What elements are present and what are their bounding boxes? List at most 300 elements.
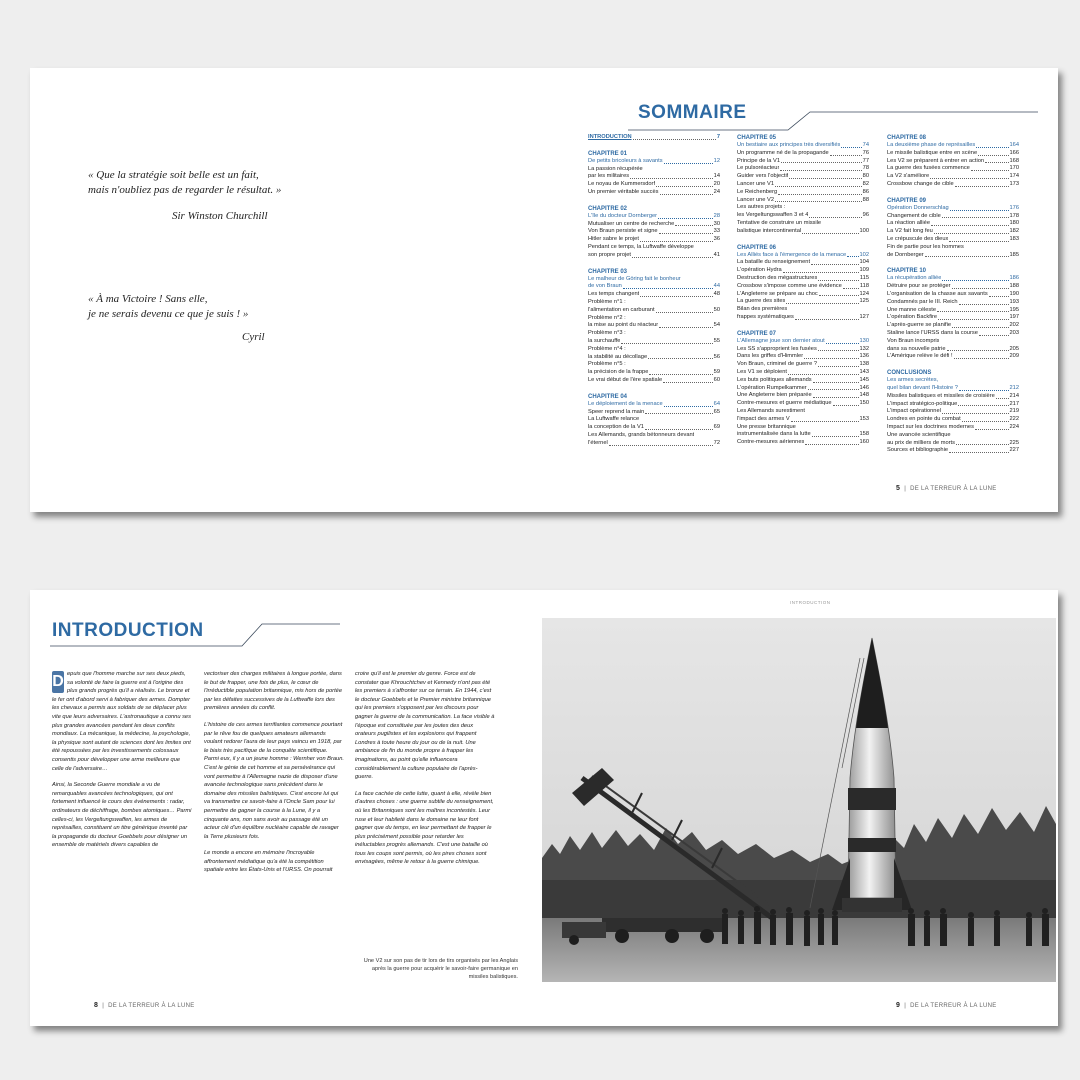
toc-entry-title: instrumentalisée dans la lutte (737, 431, 811, 438)
toc-entry-page: 158 (859, 431, 869, 438)
toc-entry-title: frappes systématiques (737, 313, 794, 320)
toc-entry-title: Les autres projets : (737, 204, 786, 211)
toc-leader-dots (791, 416, 859, 422)
toc-entry-title: L'après-guerre se planifie (887, 322, 952, 329)
toc-leader-dots (775, 181, 862, 187)
toc-entry (737, 338, 869, 346)
toc-entry-title: la surchauffe (588, 337, 621, 344)
sommaire-spread (30, 68, 1058, 512)
toc-entry-page: 72 (713, 439, 720, 446)
body-paragraph: vectoriser des charges militaires à longue portée, dans le but de frapper, une fois de plus, le cœur de l'irréductible population britannique, mis hors de portée par les défaites successives de la Luftwaffe lors des premières années du conflit. (204, 671, 342, 712)
toc-entry (588, 166, 720, 174)
toc-entry (737, 439, 869, 447)
toc-entry-title: La guerre des sites (737, 298, 786, 305)
toc-entry-title: Le crépuscule des dieux (887, 235, 949, 242)
toc-entry-page: 217 (1009, 400, 1019, 407)
toc-leader-dots (623, 283, 713, 289)
toc-entry-title: Contre-mesures et guerre médiatique (737, 400, 832, 407)
toc-leader-dots (952, 283, 1009, 289)
toc-entry (737, 377, 869, 385)
toc-entry (887, 377, 1019, 385)
toc-entry-title: L'opération Rumpelkammer (737, 384, 807, 391)
toc-leader-dots (930, 173, 1008, 179)
toc-leader-dots (952, 322, 1008, 328)
toc-entry (737, 314, 869, 322)
toc-entry (737, 197, 869, 205)
toc-entry-page: 132 (859, 345, 869, 352)
toc-entry-title: Mutualiser un centre de recherche (588, 220, 675, 227)
toc-entry-title: La bataille du renseignement (737, 259, 811, 266)
toc-entry-page: 20 (713, 181, 720, 188)
toc-leader-dots (996, 393, 1009, 399)
toc-leader-dots (818, 361, 859, 367)
toc-entry-page: 209 (1009, 353, 1019, 360)
toc-entry (887, 158, 1019, 166)
toc-entry-page: 64 (713, 400, 720, 407)
toc-leader-dots (841, 142, 861, 148)
toc-entry-title: Opération Donnerschlag (887, 204, 949, 211)
toc-entry (588, 416, 720, 424)
toc-entry-title: Bilan des premières (737, 306, 788, 313)
toc-entry-title: la mise au point du réacteur (588, 322, 659, 329)
toc-entry-page: 197 (1009, 314, 1019, 321)
toc-entry-page: 118 (859, 282, 869, 289)
toc-entry-title: son propre projet (588, 251, 631, 258)
toc-column-3 (887, 134, 1019, 455)
toc-entry-page: 186 (1009, 275, 1019, 282)
toc-entry-page: 30 (713, 220, 720, 227)
toc-entry-title: par les militaires (588, 173, 630, 180)
toc-leader-dots (812, 431, 859, 437)
toc-leader-dots (925, 252, 1009, 258)
toc-leader-dots (813, 377, 859, 383)
toc-leader-dots (937, 307, 1008, 313)
toc-entry (737, 431, 869, 439)
toc-entry (588, 173, 720, 181)
toc-entry-title: Tentative de construire un missile (737, 219, 822, 226)
toc-entry-title: Von Braun persiste et signe (588, 228, 658, 235)
toc-leader-dots (959, 299, 1009, 305)
toc-entry-title: Changement de cible (887, 212, 941, 219)
toc-entry-title: Staline lance l'URSS dans la course (887, 329, 978, 336)
toc-entry-page: 148 (859, 392, 869, 399)
toc-leader-dots (931, 220, 1008, 226)
toc-leader-dots (985, 158, 1008, 164)
toc-entry (588, 338, 720, 346)
toc-entry (887, 408, 1019, 416)
toc-entry-title: L'Amérique relève le défi ! (887, 353, 953, 360)
toc-entry-title: L'île du docteur Dornberger (588, 212, 658, 219)
toc-leader-dots (658, 213, 713, 219)
toc-entry-title: Principe de la V1 (737, 157, 780, 164)
toc-entry (588, 228, 720, 236)
toc-chapter-heading: CHAPITRE 05 (737, 135, 777, 141)
body-paragraph (52, 670, 192, 773)
toc-entry-title: balistique intercontinental (737, 227, 802, 234)
toc-entry (887, 150, 1019, 158)
toc-entry-title: Dans les griffes d'Himmler (737, 353, 804, 360)
page-number: 9 (896, 1002, 901, 1009)
toc-entry-title: Contre-mesures aériennes (737, 439, 805, 446)
toc-entry (588, 252, 720, 260)
toc-entry-title: Missiles balistiques et missiles de croisière (887, 392, 995, 399)
toc-entry (737, 259, 869, 267)
toc-entry-title: Les buts politiques allemands (737, 376, 812, 383)
toc-leader-dots (971, 165, 1009, 171)
toc-entry (737, 142, 869, 150)
toc-entry-page: 219 (1009, 408, 1019, 415)
toc-entry-page: 166 (1009, 149, 1019, 156)
toc-entry-title: L'impact opérationnel (887, 408, 941, 415)
toc-entry (588, 221, 720, 229)
toc-entry-page: 104 (859, 259, 869, 266)
toc-entry-title: L'impact stratégico-politique (887, 400, 958, 407)
toc-entry (887, 424, 1019, 432)
toc-leader-dots (975, 424, 1009, 430)
toc-entry (887, 244, 1019, 252)
v2-rocket-photo (542, 618, 1056, 982)
toc-entry (887, 213, 1019, 221)
toc-entry-page: 88 (862, 196, 869, 203)
toc-entry-page: 41 (713, 251, 720, 258)
toc-entry-title: Condamnés par le III. Reich (887, 298, 958, 305)
toc-leader-dots (789, 173, 861, 179)
toc-entry (737, 220, 869, 228)
toc-entry (588, 409, 720, 417)
quote-line: je ne serais devenu ce que je suis ! » (88, 308, 249, 320)
toc-entry-title: Hitler sabre le projet (588, 236, 639, 243)
toc-entry (588, 432, 720, 440)
toc-entry (887, 338, 1019, 346)
toc-entry-title: Crossbow s'impose comme une évidence (737, 282, 842, 289)
toc-entry-page: 222 (1009, 416, 1019, 423)
toc-entry-page: 65 (713, 408, 720, 415)
toc-leader-dots (809, 212, 861, 218)
toc-leader-dots (819, 291, 859, 297)
toc-entry-page: 176 (1009, 204, 1019, 211)
body-column-2 (204, 670, 344, 883)
toc-entry (737, 353, 869, 361)
toc-entry-title: Une avancée scientifique (887, 431, 951, 438)
toc-entry (737, 298, 869, 306)
toc-entry (737, 291, 869, 299)
toc-entry-page: 7 (716, 134, 720, 140)
toc-leader-dots (788, 369, 859, 375)
photo-caption: Une V2 sur son pas de tir lors de tirs organisés par les Anglais après la guerre pour acquérir le savoir-faire germanique en missiles balistiques. (363, 958, 518, 980)
toc-entry-title: Destruction des mégastructures (737, 274, 818, 281)
toc-leader-dots (656, 181, 713, 187)
toc-entry-title: Les V1 se déploient (737, 368, 787, 375)
toc-entry-title: Un bestiaire aux principes très diversifiés (737, 142, 841, 148)
toc-entry-page: 28 (713, 212, 720, 219)
toc-entry (887, 181, 1019, 189)
toc-leader-dots (805, 439, 858, 445)
toc-entry-title: les Vergeltungswaffen 3 et 4 (737, 212, 809, 219)
toc-leader-dots (843, 283, 859, 289)
toc-leader-dots (949, 236, 1008, 242)
toc-column-1 (588, 134, 720, 448)
toc-entry (737, 158, 869, 166)
toc-entry (588, 322, 720, 330)
toc-entry-page: 54 (713, 322, 720, 329)
toc-entry (887, 220, 1019, 228)
toc-leader-dots (942, 408, 1009, 414)
toc-entry-page: 212 (1009, 384, 1019, 391)
toc-entry-page: 69 (713, 424, 720, 431)
toc-leader-dots (632, 252, 713, 258)
toc-entry-page: 130 (859, 337, 869, 344)
toc-chapter-heading: CHAPITRE 08 (887, 135, 927, 141)
toc-entry-title: la précision de la frappe (588, 369, 649, 376)
toc-entry (588, 346, 720, 354)
toc-entry (887, 346, 1019, 354)
toc-entry-title: L'opération Hydra (737, 267, 782, 274)
toc-entry-page: 188 (1009, 283, 1019, 290)
toc-entry (588, 299, 720, 307)
toc-chapter-heading: CHAPITRE 07 (737, 330, 777, 337)
toc-entry-title: Problème n°5 : (588, 361, 626, 368)
toc-leader-dots (978, 150, 1008, 156)
toc-entry-page: 193 (1009, 298, 1019, 305)
page-title: SOMMAIRE (638, 102, 747, 123)
toc-entry-page: 115 (859, 274, 869, 281)
toc-entry-page: 190 (1009, 290, 1019, 297)
toc-entry-page: 227 (1009, 447, 1019, 454)
toc-leader-dots (804, 353, 858, 359)
toc-entry-title: La deuxième phase de représailles (887, 142, 976, 148)
toc-entry-page: 205 (1009, 345, 1019, 352)
toc-entry (737, 204, 869, 212)
toc-entry (887, 173, 1019, 181)
toc-entry-page: 150 (859, 400, 869, 407)
toc-entry (887, 307, 1019, 315)
toc-entry (737, 283, 869, 291)
page-footer: 5 | DE LA TERREUR À LA LUNE (896, 485, 997, 492)
toc-leader-dots (675, 221, 712, 227)
toc-entry-page: 170 (1009, 165, 1019, 172)
quote-dedication (88, 292, 248, 322)
quote-author: Cyril (242, 331, 265, 343)
toc-entry (737, 189, 869, 197)
toc-entry (737, 228, 869, 236)
toc-leader-dots (959, 385, 1009, 391)
toc-entry-title: Détruire pour se protéger (887, 283, 951, 290)
toc-entry-title: Problème n°1 : (588, 298, 626, 305)
toc-entry-title: Problème n°3 : (588, 330, 626, 337)
toc-leader-dots (778, 189, 862, 195)
toc-entry (887, 252, 1019, 260)
toc-leader-dots (813, 392, 859, 398)
toc-chapter-heading: CHAPITRE 01 (588, 150, 628, 157)
toc-entry (737, 150, 869, 158)
toc-leader-dots (976, 142, 1008, 148)
toc-entry-page: 100 (859, 227, 869, 234)
introduction-spread (30, 590, 1058, 1026)
toc-leader-dots (950, 205, 1009, 211)
toc-entry-title: Problème n°2 : (588, 314, 626, 321)
toc-entry-title: la conception de la V1 (588, 424, 644, 431)
toc-entry-title: L'organisation de la chasse aux savants (887, 290, 988, 297)
toc-leader-dots (847, 252, 858, 258)
v2-rocket-illustration (542, 618, 1056, 982)
toc-entry-page: 182 (1009, 228, 1019, 235)
toc-entry-page: 96 (862, 212, 869, 219)
toc-entry-title: Problème n°4 : (588, 345, 626, 352)
toc-leader-dots (938, 314, 1008, 320)
toc-entry (737, 181, 869, 189)
toc-entry (887, 228, 1019, 236)
toc-entry-title: Crossbow change de cible (887, 180, 954, 187)
toc-leader-dots (808, 385, 859, 391)
toc-entry (887, 165, 1019, 173)
toc-entry-page: 77 (862, 157, 869, 164)
toc-entry-title: Les V2 se préparent à entrer en action (887, 157, 985, 164)
section-title: INTRODUCTION (52, 620, 204, 641)
toc-entry-page: 33 (713, 228, 720, 235)
toc-entry-title: Sources et bibliographie (887, 447, 949, 454)
toc-entry-page: 138 (859, 361, 869, 368)
body-paragraph: croire qu'il est le premier du genre. Force est de constater que Khrouchtchev et Kennedy n'ont pas été les premiers à s'affronter sur ce terrain. En 1944, c'est le docteur Goebbels et le Premier ministre britannique qui les premiers s'opposent par les discours pour gagner la guerre de la communication. La face visible à l'époque est constituée par les joutes des deux orateurs pugilistes et les explosions qui frappent Londres à toute heure du jour ou de la nuit. Une ambiance de fin du monde propre à frapper les imaginations, au point qu'elle influencera considérablement la culture populaire de l'après-guerre. (355, 671, 495, 781)
toc-entry-page: 185 (1009, 251, 1019, 258)
quote-line: « À ma Victoire ! Sans elle, (88, 293, 208, 305)
page-footer-right: 9 | DE LA TERREUR À LA LUNE (896, 1002, 997, 1009)
toc-entry-page: 59 (713, 369, 720, 376)
toc-leader-dots (949, 447, 1008, 453)
toc-leader-dots (663, 377, 713, 383)
toc-entry-page: 202 (1009, 322, 1019, 329)
toc-entry-title: Fin de partie pour les hommes (887, 243, 964, 250)
toc-entry-page: 143 (859, 368, 869, 375)
title-underline-decoration (628, 104, 1048, 134)
page-number: 5 (896, 485, 901, 492)
toc-leader-dots (780, 165, 861, 171)
toc-entry-title: Le malheur de Göring fait le bonheur (588, 275, 681, 282)
toc-entry-page: 12 (713, 157, 720, 164)
toc-entry-page: 36 (713, 236, 720, 243)
toc-entry-title: L'Angleterre se prépare au choc (737, 290, 818, 297)
toc-leader-dots (833, 400, 859, 406)
toc-entry (887, 283, 1019, 291)
toc-entry-title: l'impact des armes V (737, 415, 790, 422)
toc-entry-title: INTRODUCTION (588, 134, 632, 140)
toc-entry-title: dans sa nouvelle patrie (887, 345, 946, 352)
toc-leader-dots (648, 354, 713, 360)
toc-entry-page: 127 (859, 313, 869, 320)
toc-entry-page: 55 (713, 337, 720, 344)
toc-entry (737, 424, 869, 432)
toc-entry (737, 369, 869, 377)
toc-entry (588, 369, 720, 377)
toc-entry (588, 158, 720, 166)
toc-entry-title: Le noyau de Kummersdorf (588, 181, 656, 188)
toc-leader-dots (942, 275, 1008, 281)
toc-entry (887, 432, 1019, 440)
toc-leader-dots (811, 259, 858, 265)
toc-entry-page: 203 (1009, 329, 1019, 336)
toc-entry-title: Le vrai début de l'ère spatiale (588, 376, 663, 383)
toc-entry-title: La passion récupérée (588, 165, 643, 172)
toc-entry-page: 136 (859, 353, 869, 360)
toc-entry-title: Une Angleterre bien préparée (737, 392, 812, 399)
toc-entry-page: 183 (1009, 235, 1019, 242)
quote-author: Sir Winston Churchill (172, 210, 268, 222)
toc-entry-title: Un programme né de la propagande (737, 149, 829, 156)
toc-entry-page: 24 (713, 188, 720, 195)
toc-entry-page: 225 (1009, 439, 1019, 446)
toc-leader-dots (947, 346, 1009, 352)
toc-leader-dots (640, 236, 713, 242)
toc-leader-dots (649, 369, 712, 375)
toc-entry-page: 125 (859, 298, 869, 305)
toc-entry-title: Lancer une V1 (737, 180, 774, 187)
quote-churchill (88, 168, 281, 198)
toc-leader-dots (609, 440, 713, 446)
toc-leader-dots (659, 228, 713, 234)
toc-entry-page: 109 (859, 267, 869, 274)
toc-leader-dots (979, 330, 1009, 336)
quote-line: mais n'oubliez pas de regarder le résultat. » (88, 184, 282, 196)
body-text: epuis que l'homme marche sur ses deux pieds, sa volonté de faire la guerre est à l'origine des plus grands progrès qu'il a réalisés. Le bronze et le fer ont d'abord servi à fabriquer des armes. Dompter les chevaux a permis aux soldats de se déplacer plus vite que leurs adversaires. L'astronautique a connu ses plus grandes avancées pendant les deux conflits mondiaux. La mécanique, la médecine, la psychologie, la physique sont autant de sciences dont les limites ont été repoussées par les investissements colossaux consentis pour développer une arme meilleure que celle de l'adversaire… (52, 671, 191, 772)
toc-leader-dots (781, 158, 862, 164)
toc-leader-dots (826, 338, 859, 344)
toc-entry-title: de von Braun (588, 283, 622, 290)
toc-leader-dots (645, 424, 713, 430)
footer-label: DE LA TERREUR À LA LUNE (108, 1003, 195, 1009)
toc-chapter-heading: CHAPITRE 06 (737, 244, 777, 251)
toc-entry-page: 48 (713, 291, 720, 298)
toc-entry (588, 361, 720, 369)
toc-leader-dots (775, 197, 862, 203)
toc-entry-page: 224 (1009, 423, 1019, 430)
toc-entry-page: 180 (1009, 220, 1019, 227)
toc-leader-dots (664, 401, 713, 407)
toc-entry (588, 330, 720, 338)
quote-line: « Que la stratégie soit belle est un fait, (88, 169, 259, 181)
toc-entry-page: 164 (1009, 142, 1019, 148)
running-header: INTRODUCTION (790, 600, 831, 605)
footer-label: DE LA TERREUR À LA LUNE (910, 1003, 997, 1009)
toc-entry (887, 314, 1019, 322)
toc-leader-dots (630, 173, 713, 179)
toc-entry-title: Une manne céleste (887, 306, 937, 313)
toc-entry (737, 212, 869, 220)
toc-entry-title: Le pulsoréacteur (737, 165, 780, 172)
toc-column-2 (737, 134, 869, 447)
toc-leader-dots (802, 228, 858, 234)
toc-entry-title: Speer reprend la main (588, 408, 645, 415)
toc-leader-dots (956, 440, 1009, 446)
toc-entry (737, 306, 869, 314)
toc-entry-title: l'éternel (588, 439, 608, 446)
toc-entry (737, 346, 869, 354)
toc-entry-page: 86 (862, 188, 869, 195)
toc-leader-dots (934, 228, 1009, 234)
toc-leader-dots (989, 291, 1009, 297)
toc-entry-title: Von Braun incompris (887, 337, 940, 344)
toc-entry-title: quel bilan devant l'Histoire ? (887, 384, 958, 391)
toc-entry (737, 267, 869, 275)
toc-entry-page: 145 (859, 376, 869, 383)
toc-entry (887, 205, 1019, 213)
body-paragraph: Ainsi, la Seconde Guerre mondiale a vu de remarquables avancées technologiques, qui ont fortement influencé le cours des événements : radar, ordinateurs de déchiffrage, bombes atomiques… Parmi celles-ci, les Vergeltungswaffen, les armes de représailles, constituent un titre générique inventé par la propagande du docteur Goebbels pour désigner un ensemble de matériels divers capables de (52, 782, 192, 849)
toc-entry (887, 330, 1019, 338)
toc-entry-title: L'Allemagne joue son dernier atout (737, 337, 825, 344)
toc-entry-title: Londres en pointe du combat (887, 416, 961, 423)
toc-entry (588, 181, 720, 189)
toc-entry (887, 236, 1019, 244)
toc-entry-page: 80 (862, 173, 869, 180)
toc-entry (737, 400, 869, 408)
